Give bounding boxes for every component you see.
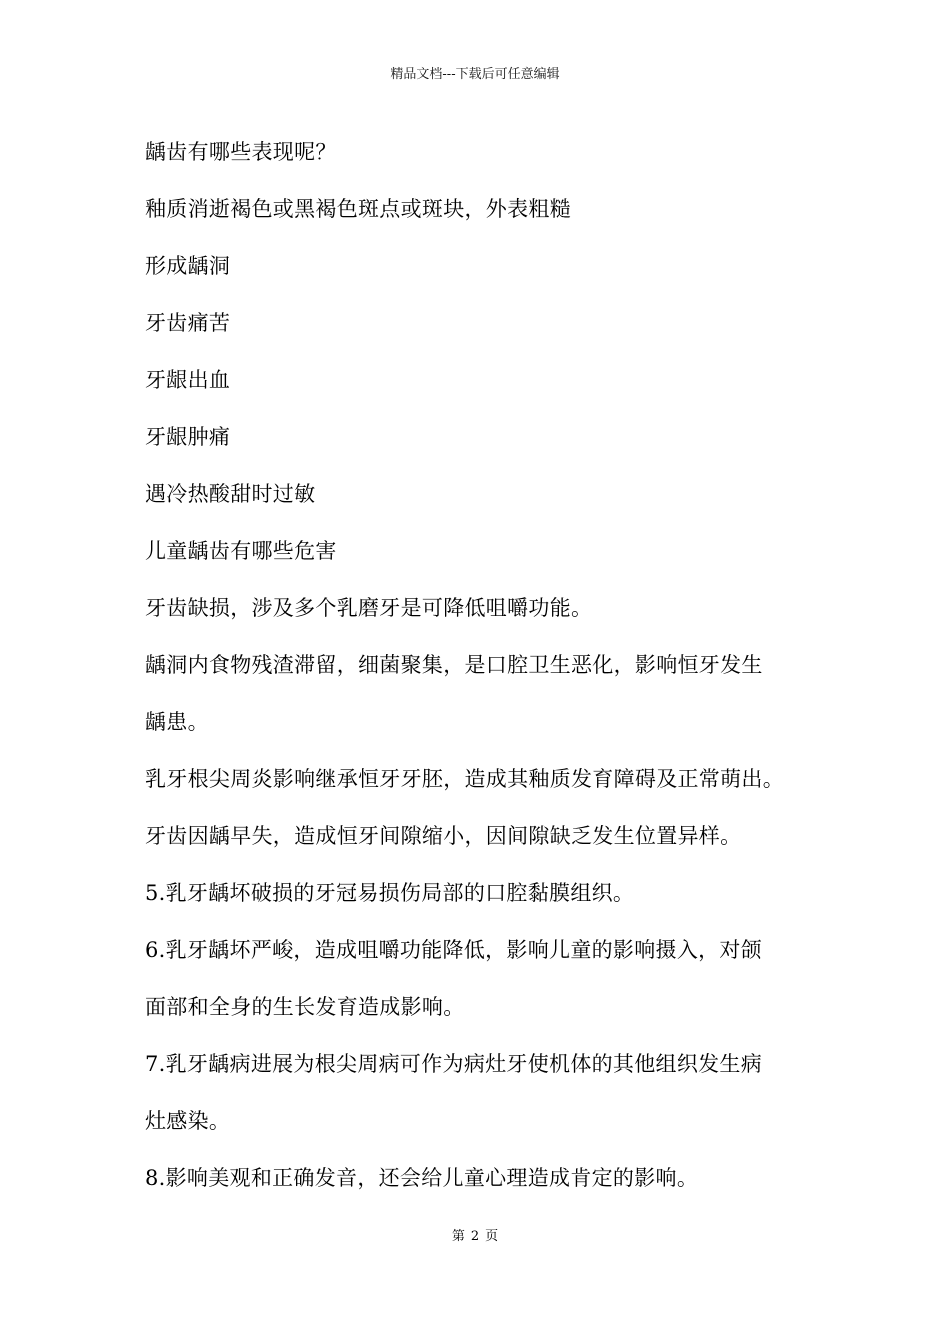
text-line: 乳牙根尖周炎影响继承恒牙牙胚，造成其釉质发育障碍及正常萌出。 <box>145 767 784 791</box>
text-line: 牙龈肿痛 <box>145 425 231 449</box>
page-prefix: 第 <box>451 1229 465 1244</box>
page-suffix: 页 <box>485 1229 499 1244</box>
text-line: 釉质消逝褐色或黑褐色斑点或斑块，外表粗糙 <box>145 197 571 221</box>
text-line: 形成龋洞 <box>145 254 231 278</box>
text-line: 龋洞内食物残渣滞留，细菌聚集，是口腔卫生恶化，影响恒牙发生 <box>145 653 763 677</box>
text-line: 龋患。 <box>145 710 209 734</box>
page-number: 2 <box>470 1229 480 1244</box>
text-line: 7.乳牙龋病进展为根尖周病可作为病灶牙使机体的其他组织发生病 <box>145 1052 763 1076</box>
text-line: 牙齿因龋早失，造成恒牙间隙缩小，因间隙缺乏发生位置异样。 <box>145 824 742 848</box>
text-line: 遇冷热酸甜时过敏 <box>145 482 316 506</box>
text-line: 8.影响美观和正确发音，还会给儿童心理造成肯定的影响。 <box>145 1166 699 1190</box>
text-line: 牙齿痛苦 <box>145 311 231 335</box>
page-footer <box>0 1228 950 1246</box>
text-line: 6.乳牙龋坏严峻，造成咀嚼功能降低，影响儿童的影响摄入，对颌 <box>145 938 763 962</box>
text-line: 牙龈出血 <box>145 368 231 392</box>
text-line: 5.乳牙龋坏破损的牙冠易损伤局部的口腔黏膜组织。 <box>145 881 635 905</box>
page-header: 精品文档---下载后可任意编辑 <box>390 67 560 82</box>
text-line: 面部和全身的生长发育造成影响。 <box>145 995 465 1019</box>
text-line: 牙齿缺损，涉及多个乳磨牙是可降低咀嚼功能。 <box>145 596 593 620</box>
heading-symptoms: 龋齿有哪些表现呢？ <box>145 140 337 164</box>
text-line: 灶感染。 <box>145 1109 231 1133</box>
heading-harms: 儿童龋齿有哪些危害 <box>145 539 337 563</box>
